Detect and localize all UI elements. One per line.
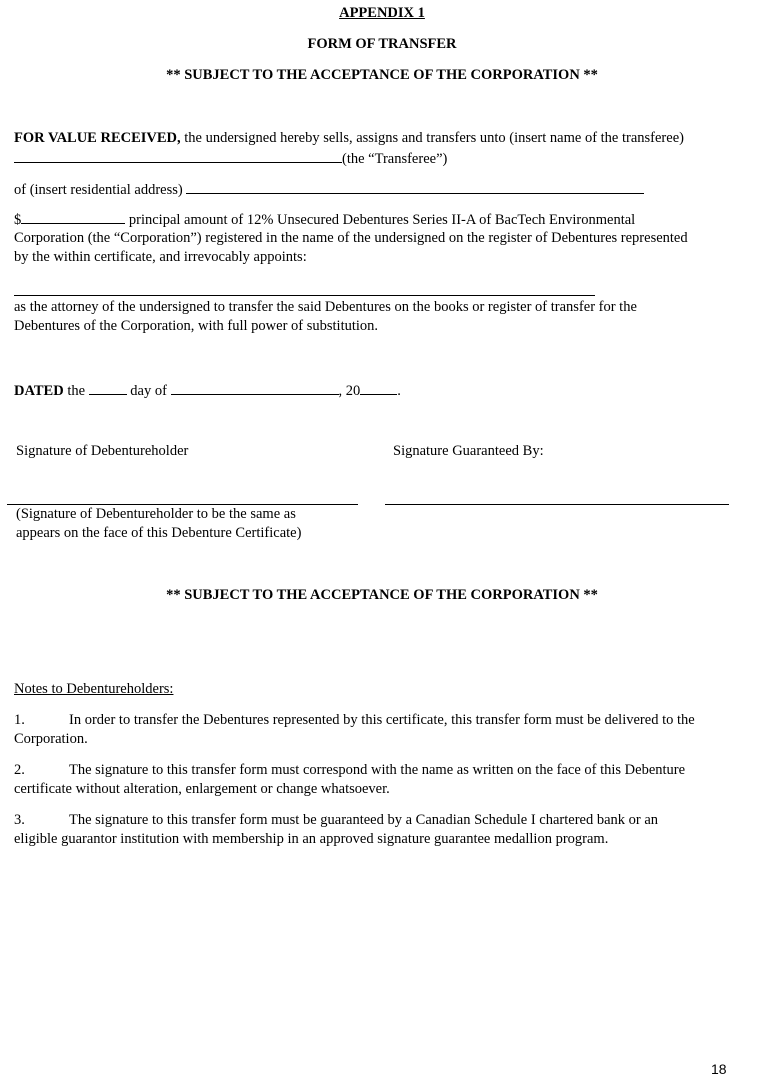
dated-the: the [63, 383, 89, 399]
address-label: of (insert residential address) [14, 182, 183, 198]
note-item-2 [14, 761, 685, 781]
for-value-received-label: FOR VALUE RECEIVED, [14, 130, 181, 146]
for-value-received-text [14, 129, 684, 149]
appendix-heading: APPENDIX 1 [339, 5, 425, 21]
attorney-line-1: as the attorney of the undersigned to transfer the said Debentures on the books or register of transfer for the [14, 299, 637, 315]
principal-line-3: by the within certificate, and irrevocably appoints: [14, 249, 307, 265]
note-number: 3. [14, 812, 25, 828]
note-number: 2. [14, 762, 25, 778]
attorney-name-field[interactable] [14, 295, 595, 296]
transferee-name-field[interactable] [14, 148, 342, 163]
transferee-line [14, 148, 447, 170]
year-field[interactable] [360, 380, 397, 395]
principal-text-1: principal amount of 12% Unsecured Debentures Series II-A of BacTech Environmental [125, 212, 636, 228]
note-number: 1. [14, 712, 25, 728]
guarantor-signature-line[interactable] [385, 504, 729, 505]
signature-note-line-1: (Signature of Debentureholder to be the same as [16, 506, 296, 522]
note-text: In order to transfer the Debentures represented by this certificate, this transfer form must be delivered to the [69, 712, 695, 728]
subject-line-top: ** SUBJECT TO THE ACCEPTANCE OF THE CORPORATION ** [166, 67, 598, 83]
address-field[interactable] [186, 179, 644, 194]
month-field[interactable] [171, 380, 339, 395]
note-item-2-cont: certificate without alteration, enlargement or change whatsoever. [14, 781, 390, 797]
dated-label: DATED [14, 383, 64, 399]
note-item-1 [14, 711, 695, 731]
principal-line-2: Corporation (the “Corporation”) registered in the name of the undersigned on the register of Debentures represented [14, 230, 688, 246]
signature-note-line-2: appears on the face of this Debenture Certificate) [16, 525, 302, 541]
dated-period: . [397, 383, 401, 399]
subject-line-bottom: ** SUBJECT TO THE ACCEPTANCE OF THE CORPORATION ** [166, 587, 598, 603]
note-text: The signature to this transfer form must be guaranteed by a Canadian Schedule I chartered bank or an [69, 812, 659, 828]
principal-line-1 [14, 209, 635, 231]
principal-amount-field[interactable] [21, 209, 125, 224]
page-number: 18 [711, 1061, 727, 1077]
form-title: FORM OF TRANSFER [307, 36, 457, 52]
address-line [14, 179, 644, 201]
notes-heading: Notes to Debentureholders: [14, 681, 174, 697]
dated-comma-20: , 20 [338, 383, 361, 399]
note-text: The signature to this transfer form must correspond with the name as written on the face of this Debenture [69, 762, 686, 778]
note-item-3-cont: eligible guarantor institution with membership in an approved signature guarantee medallion program. [14, 831, 609, 847]
day-field[interactable] [89, 380, 127, 395]
transferee-suffix: (the “Transferee”) [342, 151, 448, 167]
note-item-1-cont: Corporation. [14, 731, 88, 747]
for-value-received-rest: the undersigned hereby sells, assigns and transfers unto (insert name of the transferee) [180, 130, 684, 146]
dated-line [14, 380, 401, 402]
guarantor-signature-label: Signature Guaranteed By: [393, 443, 544, 459]
debentureholder-signature-label: Signature of Debentureholder [16, 443, 189, 459]
attorney-line-2: Debentures of the Corporation, with full power of substitution. [14, 318, 379, 334]
note-item-3 [14, 811, 658, 831]
dollar-sign: $ [14, 212, 22, 228]
dated-day-of: day of [126, 383, 171, 399]
